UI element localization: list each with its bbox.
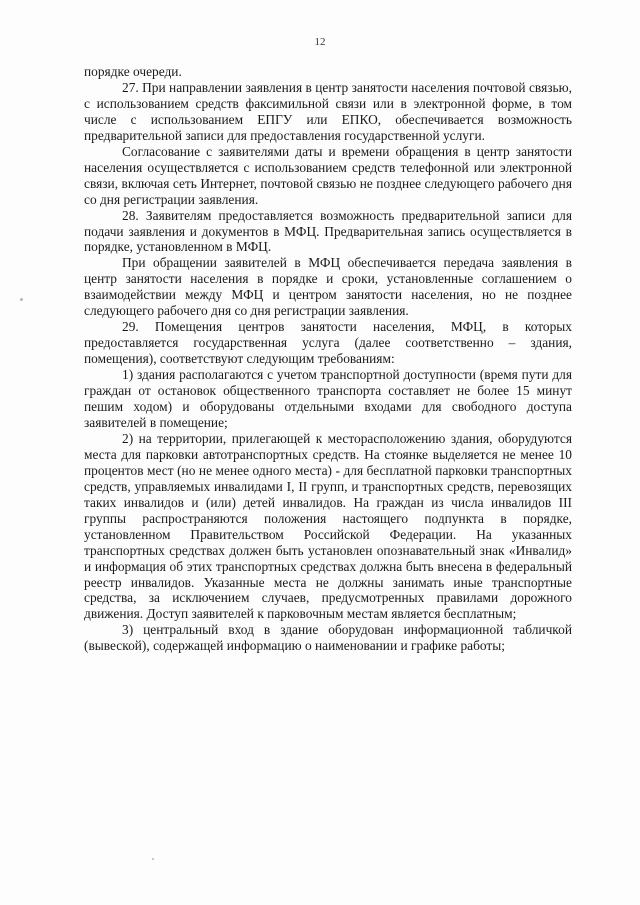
document-body (84, 64, 572, 654)
paragraph-27: 27. При направлении заявления в центр занятости населения почтовой связью, с использованием средств факсимильной связи или в электронной форме, в том числе с использованием ЕПГУ или ЕПКО, обеспечивается возможность предварительной записи для предоставления государственной услуги. (84, 79, 572, 143)
paragraph-29-item-2: 2) на территории, прилегающей к месторасположению здания, оборудуются места для парковки автотранспортных средств. На стоянке выделяется не менее 10 процентов мест (но не менее одного места) - для бесплатной парковки транспортных средств, управляемых инвалидами I, II групп, и транспортных средств, перевозящих таких инвалидов и (или) детей инвалидов. На граждан из числа инвалидов III группы распространяются положения настоящего подпункта в порядке, установленном Правительством Российской Федерации. На указанных транспортных средствах должен быть установлен опознавательный знак «Инвалид» и информация об этих транспортных средствах должна быть внесена в федеральный реестр инвалидов. Указанные места не должны занимать иные транспортные средства, за исключением случаев, предусмотренных правилами дорожного движения. Доступ заявителей к парковочным местам является бесплатным; (84, 430, 572, 622)
paragraph-agreement: Согласование с заявителями даты и времени обращения в центр занятости населения осуществляется с использованием средств телефонной или электронной связи, включая сеть Интернет, почтовой связью не позднее следующего рабочего дня со дня регистрации заявления. (84, 143, 572, 207)
page-number: 12 (314, 36, 326, 48)
margin-mark (20, 298, 23, 301)
paragraph-29-item-3: 3) центральный вход в здание оборудован информационной табличкой (вывеской), содержащей информацию о наименовании и графике работы; (84, 622, 572, 654)
paragraph-29-item-1: 1) здания располагаются с учетом транспортной доступности (время пути для граждан от остановок общественного транспорта составляет не более 15 минут пешим ходом) и оборудованы отдельными входами для свободного доступа заявителей в помещение; (84, 367, 572, 430)
paragraph-28: 28. Заявителям предоставляется возможность предварительной записи для подачи заявления и документов в МФЦ. Предварительная запись осуществляется в порядке, установленном в МФЦ. (84, 207, 572, 255)
paragraph-mfc-transfer: При обращении заявителей в МФЦ обеспечивается передача заявления в центр занятости населения в порядке и сроки, установленные соглашением о взаимодействии между МФЦ и центром занятости населения, но не позднее следующего рабочего дня со дня регистрации заявления. (84, 255, 572, 319)
scan-speck (152, 858, 154, 860)
paragraph-continuation: порядке очереди. (84, 64, 182, 79)
paragraph-29: 29. Помещения центров занятости населения, МФЦ, в которых предоставляется государственная услуга (далее соответственно – здания, помещения), соответствуют следующим требованиям: (84, 319, 572, 367)
